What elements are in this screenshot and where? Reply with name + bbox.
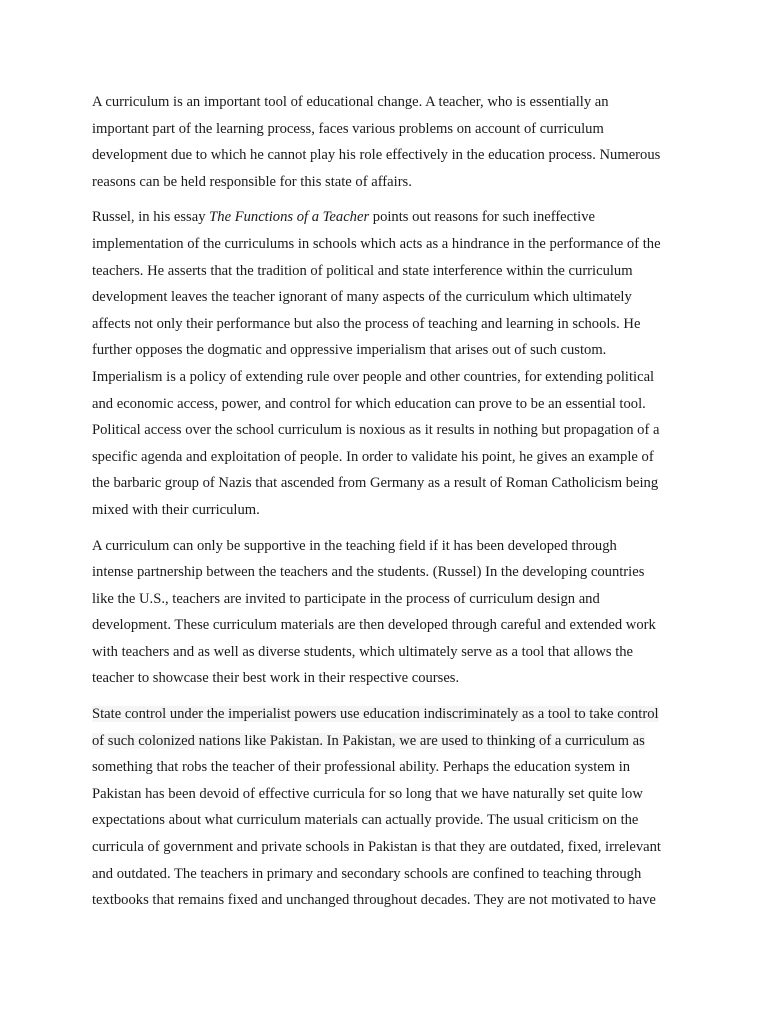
text-line: [92, 204, 688, 231]
highlighted-text: of such colonized nations like Pakistan. In Pakistan, we are used to thinking of a curriculum as: [92, 732, 645, 749]
text-line: [92, 728, 688, 755]
text-line: A curriculum can only be supportive in the teaching field if it has been developed through: [92, 537, 617, 554]
text-line: like the U.S., teachers are invited to participate in the process of curriculum design and: [92, 590, 600, 607]
text-line: specific agenda and exploitation of people. In order to validate his point, he gives an example of: [92, 448, 654, 465]
text-line: further opposes the dogmatic and oppressive imperialism that arises out of such custom.: [92, 342, 607, 359]
text-line: and outdated. The teachers in primary and secondary schools are confined to teaching through: [92, 865, 642, 882]
text-line: affects not only their performance but also the process of teaching and learning in schools. He: [92, 315, 641, 332]
text-line: with teachers and as well as diverse students, which ultimately serve as a tool that allows the: [92, 643, 634, 660]
text-line: curricula of government and private schools in Pakistan is that they are outdated, fixed, irrelevant: [92, 839, 661, 856]
text-line: A curriculum is an important tool of educational change. A teacher, who is essentially an: [92, 94, 609, 110]
text-line: intense partnership between the teachers and the students. (Russel) In the developing countries: [92, 564, 645, 581]
text-line: teacher to showcase their best work in their respective courses.: [92, 670, 460, 687]
text-line: teachers. He asserts that the tradition of political and state interference within the curriculum: [92, 262, 633, 279]
text-line: [92, 701, 688, 728]
document-body: [92, 89, 688, 914]
paragraph-1: [92, 89, 688, 195]
essay-title: The Functions of a Teacher: [209, 209, 370, 226]
text-line: Imperialism is a policy of extending rule over people and other countries, for extending political: [92, 368, 655, 385]
text-line: reasons can be held responsible for this state of affairs.: [92, 173, 412, 190]
text-fragment: Russel, in his essay: [92, 209, 210, 226]
paragraph-2: [92, 204, 688, 523]
text-line: important part of the learning process, faces various problems on account of curriculum: [92, 120, 604, 137]
paragraph-4: [92, 701, 688, 914]
paragraph-3: [92, 533, 688, 693]
text-line: development. These curriculum materials are then developed through careful and extended work: [92, 617, 656, 634]
text-line: the barbaric group of Nazis that ascended from Germany as a result of Roman Catholicism being: [92, 475, 659, 492]
text-line: development due to which he cannot play his role effectively in the education process. Numerous: [92, 147, 661, 164]
text-line: something that robs the teacher of their professional ability. Perhaps the education system in: [92, 759, 631, 776]
text-line: mixed with their curriculum.: [92, 501, 260, 518]
text-line: implementation of the curriculums in schools which acts as a hindrance in the performance of the: [92, 235, 661, 252]
text-line: textbooks that remains fixed and unchanged throughout decades. They are not motivated to have: [92, 892, 656, 909]
text-line: Political access over the school curriculum is noxious as it results in nothing but propagation of a: [92, 422, 660, 439]
text-line: development leaves the teacher ignorant of many aspects of the curriculum which ultimately: [92, 289, 632, 306]
text-fragment: points out reasons for such ineffective: [369, 209, 596, 226]
text-line: Pakistan has been devoid of effective curricula for so long that we have naturally set quite low: [92, 785, 643, 802]
highlighted-text: State control under the imperialist powers use education indiscriminately as a tool to take control: [92, 706, 659, 723]
text-line: and economic access, power, and control for which education can prove to be an essential tool.: [92, 395, 646, 412]
text-line: expectations about what curriculum materials can actually provide. The usual criticism on the: [92, 812, 639, 829]
